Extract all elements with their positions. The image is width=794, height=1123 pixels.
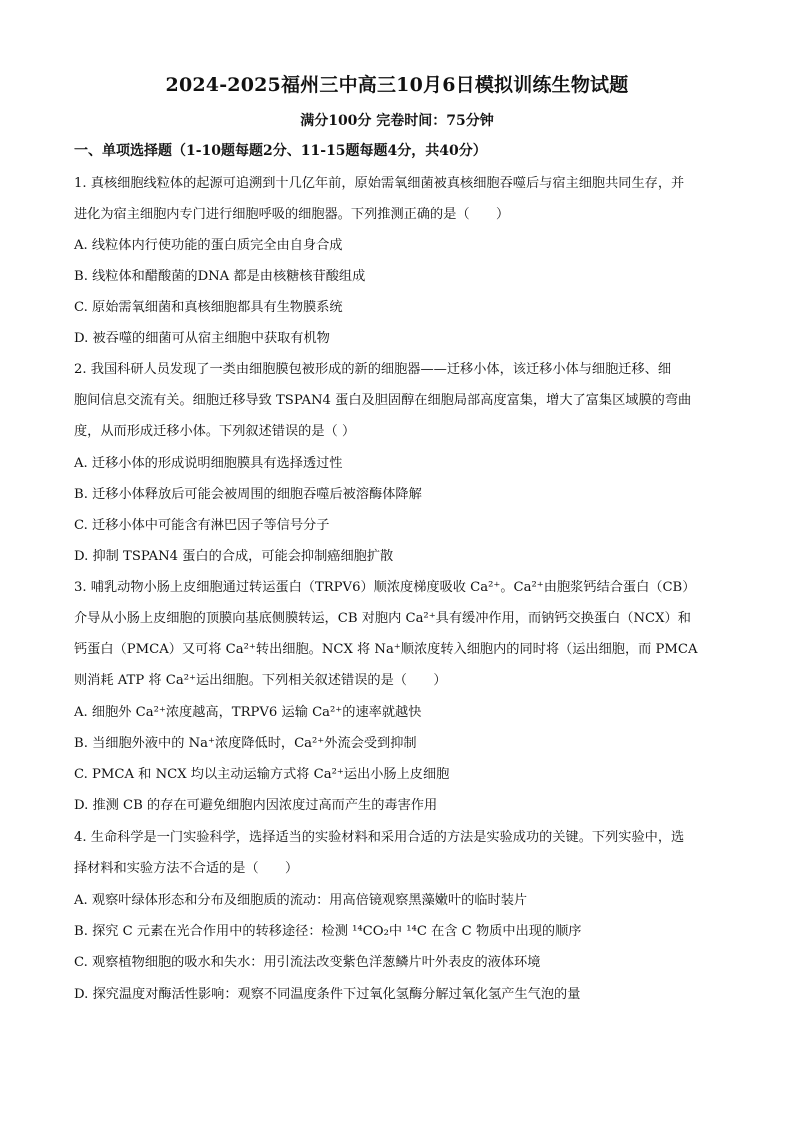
- question-1-option-a: A. 线粒体内行使功能的蛋白质完全由自身合成: [74, 238, 343, 253]
- section-heading: 一、单项选择题（1-10题每题2分、11-15题每题4分，共40分）: [74, 143, 487, 159]
- question-1-option-d: D. 被吞噬的细菌可从宿主细胞中获取有机物: [74, 331, 330, 346]
- page-title: 2024-2025福州三中高三10月6日模拟训练生物试题: [165, 74, 629, 96]
- question-3-option-c: C. PMCA 和 NCX 均以主动运输方式将 Ca²⁺运出小肠上皮细胞: [74, 767, 450, 782]
- question-2-line-3: 度，从而形成迁移小体。下列叙述错误的是（ ）: [74, 424, 356, 439]
- question-4-option-c: C. 观察植物细胞的吸水和失水：用引流法改变紫色洋葱鳞片叶外表皮的液体环境: [74, 955, 541, 970]
- question-3-line-3: 钙蛋白（PMCA）又可将 Ca²⁺转出细胞。NCX 将 Na⁺顺浓度转入细胞内的同时将（运出细胞，而 PMCA: [74, 642, 698, 657]
- question-4-option-b: B. 探究 C 元素在光合作用中的转移途径：检测 ¹⁴CO₂中 ¹⁴C 在含 C 物质中出现的顺序: [74, 924, 582, 939]
- question-4-line-2: 择材料和实验方法不合适的是（ ）: [74, 861, 299, 876]
- question-3-line-2: 介导从小肠上皮细胞的顶膜向基底侧膜转运，CB 对胞内 Ca²⁺具有缓冲作用，而钠钙交换蛋白（NCX）和: [74, 611, 691, 626]
- question-2-option-a: A. 迁移小体的形成说明细胞膜具有选择透过性: [74, 456, 343, 471]
- question-4-option-d: D. 探究温度对酶活性影响：观察不同温度条件下过氧化氢酶分解过氧化氢产生气泡的量: [74, 987, 581, 1002]
- question-1-line-1: 1. 真核细胞线粒体的起源可追溯到十几亿年前，原始需氧细菌被真核细胞吞噬后与宿主细胞共同生存，并: [74, 176, 685, 191]
- question-2-option-c: C. 迁移小体中可能含有淋巴因子等信号分子: [74, 518, 330, 533]
- question-2-option-b: B. 迁移小体释放后可能会被周围的细胞吞噬后被溶酶体降解: [74, 487, 422, 502]
- question-3-option-a: A. 细胞外 Ca²⁺浓度越高，TRPV6 运输 Ca²⁺的速率就越快: [74, 705, 422, 720]
- question-1-option-c: C. 原始需氧细菌和真核细胞都具有生物膜系统: [74, 300, 343, 315]
- question-2-line-2: 胞间信息交流有关。细胞迁移导致 TSPAN4 蛋白及胆固醇在细胞局部高度富集，增大了富集区域膜的弯曲: [74, 393, 692, 408]
- question-3-option-d: D. 推测 CB 的存在可避免细胞内因浓度过高而产生的毒害作用: [74, 798, 438, 813]
- question-3-line-1: 3. 哺乳动物小肠上皮细胞通过转运蛋白（TRPV6）顺浓度梯度吸收 Ca²⁺。Ca²⁺由胞浆钙结合蛋白（CB）: [74, 580, 696, 595]
- question-2-line-1: 2. 我国科研人员发现了一类由细胞膜包被形成的新的细胞器——迁移小体，该迁移小体与细胞迁移、细: [74, 362, 672, 377]
- question-3-option-b: B. 当细胞外液中的 Na⁺浓度降低时，Ca²⁺外流会受到抑制: [74, 736, 417, 751]
- question-2-option-d: D. 抑制 TSPAN4 蛋白的合成，可能会抑制癌细胞扩散: [74, 549, 394, 564]
- question-3-line-4: 则消耗 ATP 将 Ca²⁺运出细胞。下列相关叙述错误的是（ ）: [74, 673, 447, 688]
- exam-info: 满分100分 完卷时间：75分钟: [300, 113, 494, 129]
- question-1-option-b: B. 线粒体和醋酸菌的DNA 都是由核糖核苷酸组成: [74, 269, 366, 284]
- question-4-option-a: A. 观察叶绿体形态和分布及细胞质的流动：用高倍镜观察黑藻嫩叶的临时装片: [74, 893, 528, 908]
- question-4-line-1: 4. 生命科学是一门实验科学，选择适当的实验材料和采用合适的方法是实验成功的关键。下列实验中，选: [74, 830, 685, 845]
- question-1-line-2: 进化为宿主细胞内专门进行细胞呼吸的细胞器。下列推测正确的是（ ）: [74, 207, 510, 222]
